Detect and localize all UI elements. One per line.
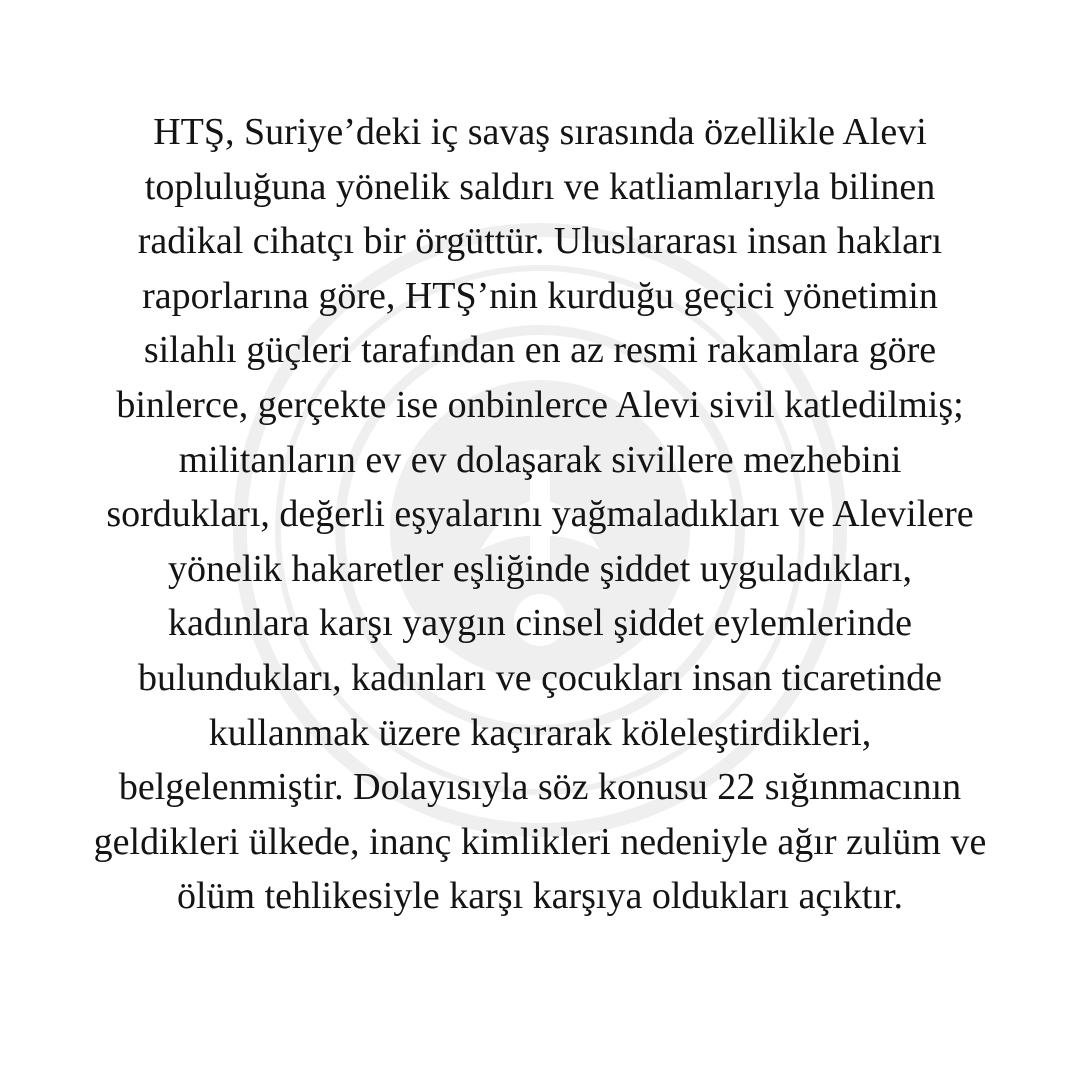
paragraph-line: radikal cihatçı bir örgüttür. Uluslararası insan hakları — [137, 220, 943, 263]
paragraph-line: bulundukları, kadınları ve çocukları insan ticaretinde — [137, 656, 943, 699]
paragraph-line: kadınlara karşı yaygın cinsel şiddet eylemlerinde — [168, 602, 912, 645]
paragraph-line: kullanmak üzere kaçırarak köleleştirdikleri, — [208, 711, 872, 754]
paragraph-line: yönelik hakaretler eşliğinde şiddet uyguladıkları, — [168, 547, 912, 590]
paragraph-line: ölüm tehlikesiyle karşı karşıya oldukları açıktır. — [176, 875, 904, 918]
paragraph-line: silahlı güçleri tarafından en az resmi rakamlara göre — [143, 329, 937, 372]
paragraph-line: geldikleri ülkede, inanç kimlikleri nedeniyle ağır zulüm ve — [93, 820, 987, 863]
paragraph-line: raporlarına göre, HTŞ’nin kurduğu geçici yönetimin — [142, 274, 938, 317]
paragraph-line: belgelenmiştir. Dolayısıyla söz konusu 22 sığınmacının — [118, 766, 962, 809]
paragraph-line: topluluğuna yönelik saldırı ve katliamlarıyla bilinen — [144, 165, 936, 208]
main-paragraph — [30, 105, 1050, 924]
paragraph-line: HTŞ, Suriye’deki iç savaş sırasında özellikle Alevi — [153, 111, 927, 153]
paragraph-line: militanların ev ev dolaşarak sivillere mezhebini — [178, 438, 902, 481]
paragraph-line: sordukları, değerli eşyalarını yağmaladıkları ve Alevilere — [106, 493, 974, 536]
paragraph-line: binlerce, gerçekte ise onbinlerce Alevi sivil katledilmiş; — [116, 383, 964, 426]
